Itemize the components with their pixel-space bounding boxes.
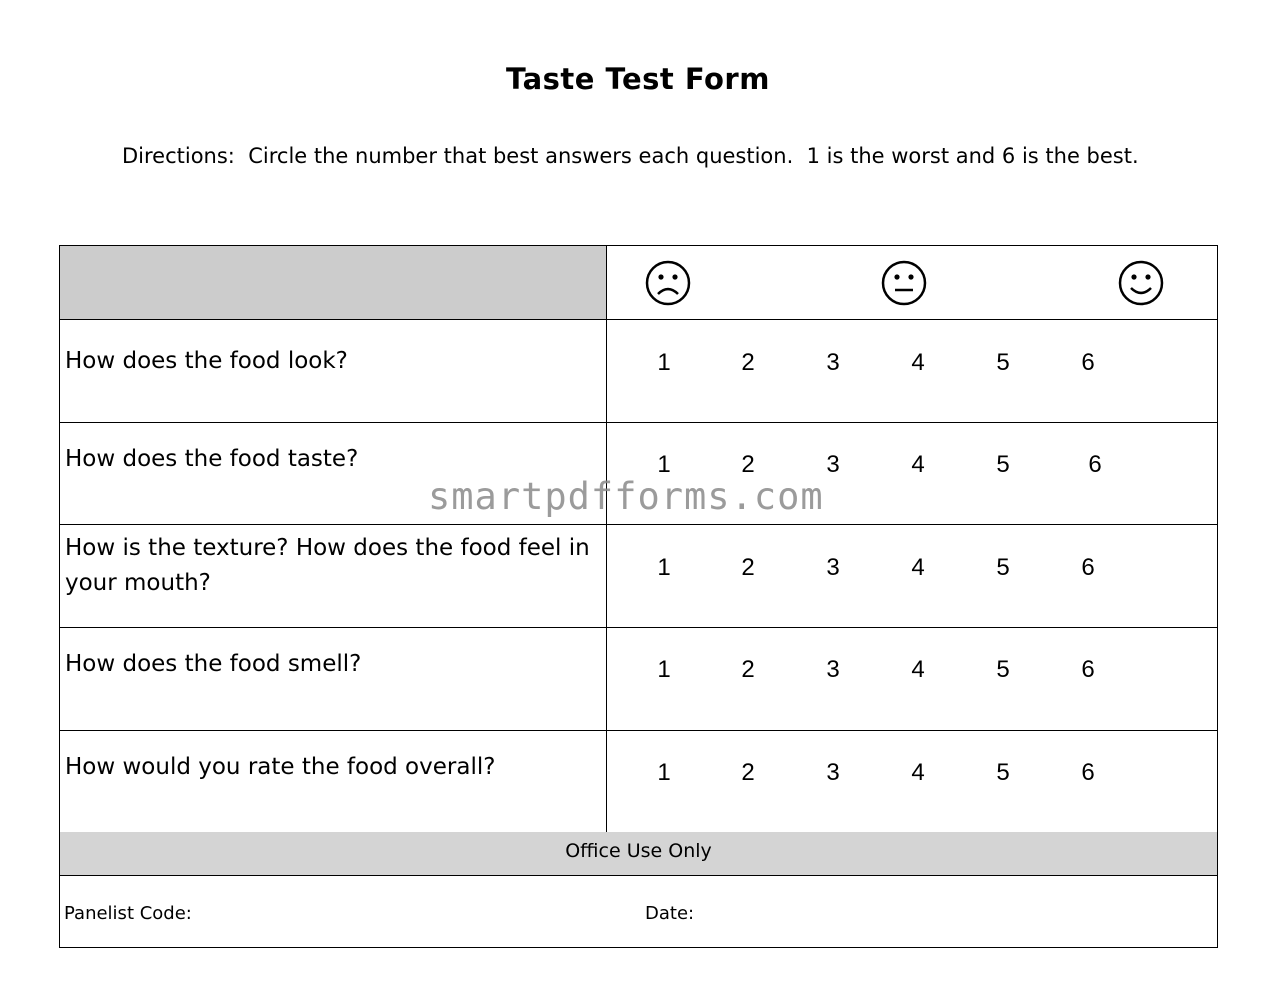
rating-option-6[interactable]: 6 (1081, 349, 1095, 376)
rating-option-5[interactable]: 5 (996, 451, 1010, 478)
rating-option-5[interactable]: 5 (996, 554, 1010, 581)
rating-option-5[interactable]: 5 (996, 759, 1010, 786)
rating-option-3[interactable]: 3 (826, 656, 840, 683)
rating-option-2[interactable]: 2 (741, 349, 755, 376)
rating-option-2[interactable]: 2 (741, 656, 755, 683)
rating-option-4[interactable]: 4 (911, 759, 925, 786)
row-divider (60, 422, 1217, 423)
rating-option-2[interactable]: 2 (741, 554, 755, 581)
question-overall: How would you rate the food overall? (65, 754, 496, 780)
rating-option-4[interactable]: 4 (911, 656, 925, 683)
header-shaded-cell (60, 246, 606, 319)
rating-option-6[interactable]: 6 (1088, 451, 1102, 478)
question-texture: How is the texture? How does the food feel in your mouth? (65, 535, 590, 596)
rating-option-2[interactable]: 2 (741, 451, 755, 478)
form-title: Taste Test Form (506, 62, 770, 96)
rating-option-3[interactable]: 3 (826, 349, 840, 376)
column-divider (606, 246, 607, 832)
office-use-label: Office Use Only (565, 840, 712, 862)
rating-option-1[interactable]: 1 (657, 451, 671, 478)
smile-face-icon (1118, 260, 1164, 306)
rating-option-6[interactable]: 6 (1081, 759, 1095, 786)
watermark: smartpdfforms.com (428, 475, 824, 518)
rating-option-5[interactable]: 5 (996, 349, 1010, 376)
question-look: How does the food look? (65, 348, 348, 374)
rating-option-1[interactable]: 1 (657, 656, 671, 683)
rating-option-1[interactable]: 1 (657, 554, 671, 581)
rating-option-1[interactable]: 1 (657, 759, 671, 786)
rating-option-4[interactable]: 4 (911, 349, 925, 376)
rating-option-6[interactable]: 6 (1081, 554, 1095, 581)
rating-option-5[interactable]: 5 (996, 656, 1010, 683)
rating-option-1[interactable]: 1 (657, 349, 671, 376)
date-label: Date: (645, 903, 695, 924)
rating-table (59, 245, 1218, 948)
directions-text: Directions: Circle the number that best answers each question. 1 is the worst and 6 is the best. (122, 144, 1139, 168)
panelist-code-label: Panelist Code: (64, 903, 192, 924)
neutral-face-icon (881, 260, 927, 306)
rating-option-6[interactable]: 6 (1081, 656, 1095, 683)
rating-option-3[interactable]: 3 (826, 451, 840, 478)
question-taste: How does the food taste? (65, 446, 359, 472)
rating-option-3[interactable]: 3 (826, 759, 840, 786)
rating-option-2[interactable]: 2 (741, 759, 755, 786)
row-divider (60, 319, 1217, 320)
question-smell: How does the food smell? (65, 651, 362, 677)
rating-option-4[interactable]: 4 (911, 554, 925, 581)
row-divider (60, 524, 1217, 525)
row-divider (60, 730, 1217, 731)
row-divider (60, 875, 1217, 876)
frown-face-icon (645, 260, 691, 306)
rating-option-4[interactable]: 4 (911, 451, 925, 478)
rating-option-3[interactable]: 3 (826, 554, 840, 581)
row-divider (60, 627, 1217, 628)
